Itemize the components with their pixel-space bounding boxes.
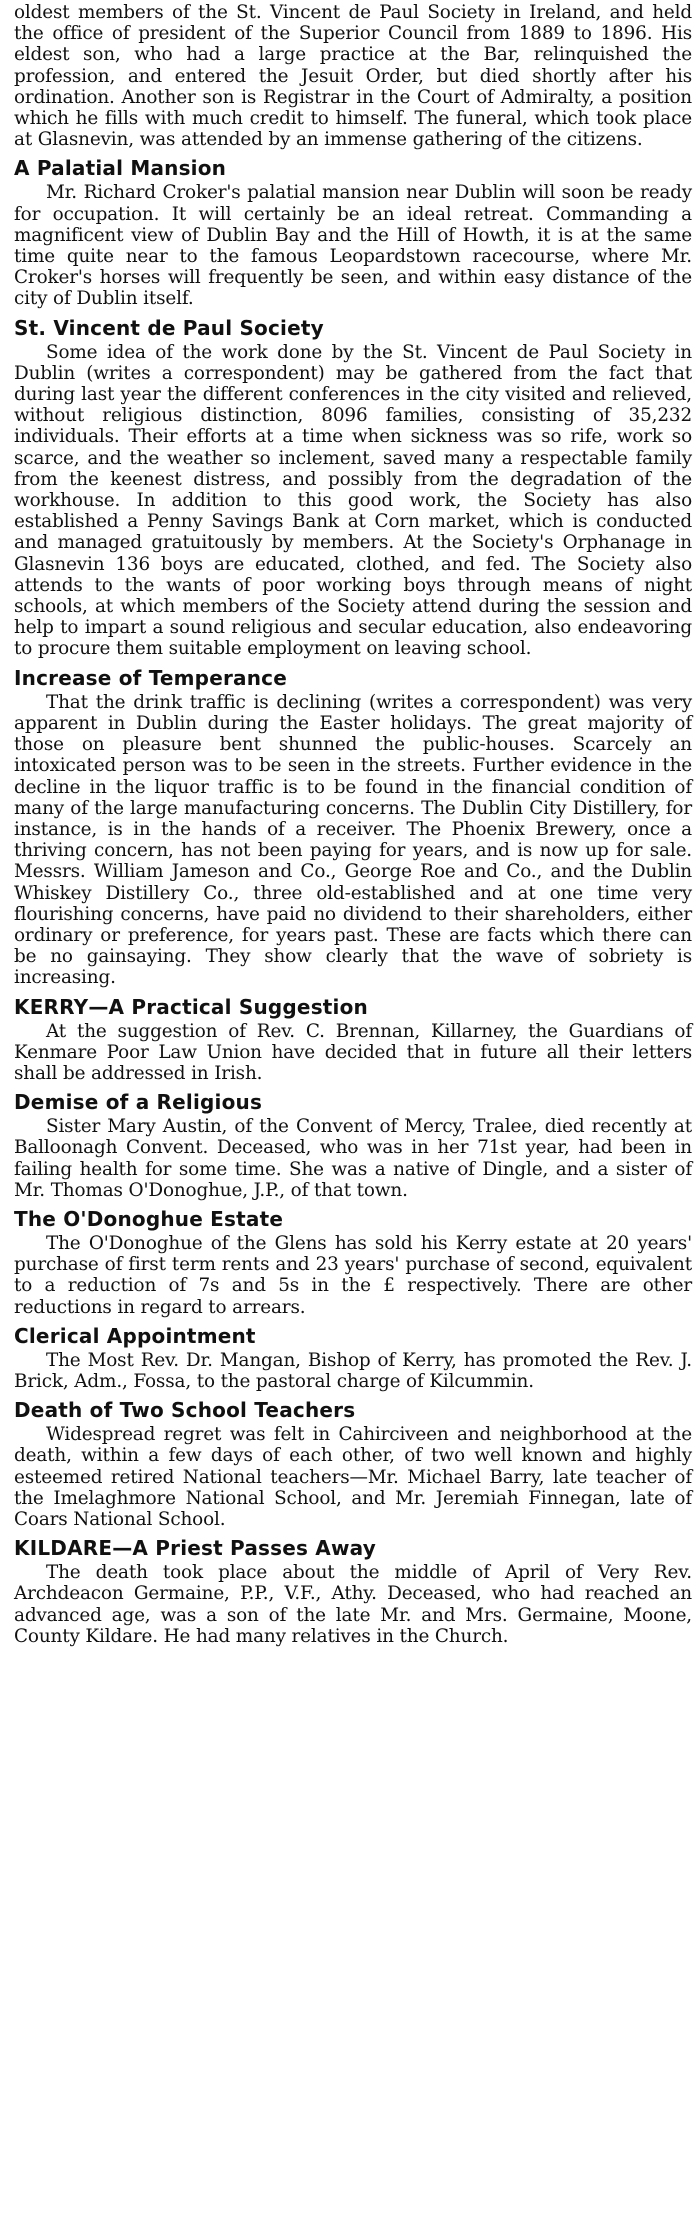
body-st-vincent-de-paul: Some idea of the work done by the St. Vincent de Paul Society in Dublin (writes a correspondent) may be gathered from the fact that during last year the different conferences in the city visited and relieved, without religious distinction, 8096 families, consisting of 35,232 individuals. Their efforts at a time when sickness was so rife, work so scarce, and the weather so inclement, saved many a respectable family from the keenest distress, and possibly from the degradation of the workhouse. In addition to this good work, the Society has also established a Penny Savings Bank at Corn market, which is conducted and managed gratuitously by members. At the Society's Orphanage in Glasnevin 136 boys are educated, clothed, and fed. The Society also attends to the wants of poor working boys through means of night schools, at which members of the Society attend during the session and help to impart a sound religious and secular education, also endeavoring to procure them suitable employment on leaving school. [14,341,692,660]
body-increase-of-temperance: That the drink traffic is declining (writes a correspondent) was very apparent in Dublin during the Easter holidays. The great majority of those on pleasure bent shunned the public-houses. Scarcely an intoxicated person was to be seen in the streets. Further evidence in the decline in the liquor traffic is to be found in the financial condition of many of the large manufacturing concerns. The Dublin City Distillery, for instance, is in the hands of a receiver. The Phoenix Brewery, once a thriving concern, has not been paying for years, and is now up for sale. Messrs. William Jameson and Co., George Roe and Co., and the Dublin Whiskey Distillery Co., three old-established and at one time very flourishing concerns, have paid no dividend to their shareholders, either ordinary or preference, for years past. These are facts which there can be no gainsaying. They show clearly that the wave of sobriety is increasing. [14,691,692,989]
headline-clerical-appointment: Clerical Appointment [14,1323,256,1348]
headline-palatial-mansion: A Palatial Mansion [14,156,227,181]
body-kerry-practical-suggestion: At the suggestion of Rev. C. Brennan, Killarney, the Guardians of Kenmare Poor Law Union have decided that in future all their letters shall be addressed in Irish. [14,1020,692,1084]
article-st-vincent-de-paul [14,317,692,660]
headline-death-of-two-school-teachers: Death of Two School Teachers [14,1398,356,1423]
article-demise-of-a-religious [14,1091,692,1201]
opening-paragraph: oldest members of the St. Vincent de Paul Society in Ireland, and held the office of president of the Superior Council from 1889 to 1896. His eldest son, who had a large practice at the Bar, relinquished the profession, and entered the Jesuit Order, but died shortly after his ordination. Another son is Registrar in the Court of Admiralty, a position which he fills with much credit to himself. The funeral, which took place at Glasnevin, was attended by an immense gathering of the citizens. [14,2,692,151]
headline-st-vincent-de-paul: St. Vincent de Paul Society [14,315,324,340]
headline-kildare-priest-passes-away: KILDARE—A Priest Passes Away [14,1536,376,1561]
article-kerry-practical-suggestion [14,996,692,1085]
body-palatial-mansion: Mr. Richard Croker's palatial mansion near Dublin will soon be ready for occupation. It will certainly be an ideal retreat. Commanding a magnificent view of Dublin Bay and the Hill of Howth, it is at the same time quite near to the famous Leopardstown racecourse, where Mr. Croker's horses will frequently be seen, and within easy distance of the city of Dublin itself. [14,182,692,310]
body-kildare-priest-passes-away: The death took place about the middle of April of Very Rev. Archdeacon Germaine, P.P., V.F., Athy. Deceased, who had reached an advanced age, was a son of the late Mr. and Mrs. Germaine, Moone, County Kildare. He had many relatives in the Church. [14,1562,692,1647]
headline-odonoghue-estate: The O'Donoghue Estate [14,1206,284,1231]
body-odonoghue-estate: The O'Donoghue of the Glens has sold his Kerry estate at 20 years' purchase of first term rents and 23 years' purchase of second, equivalent to a reduction of 7s and 5s in the £ respectively. There are other reductions in regard to arrears. [14,1232,692,1318]
article-increase-of-temperance [14,667,692,989]
headline-kerry-practical-suggestion: KERRY—A Practical Suggestion [14,994,368,1019]
headline-increase-of-temperance: Increase of Temperance [14,665,287,690]
article-odonoghue-estate [14,1208,692,1318]
headline-demise-of-a-religious: Demise of a Religious [14,1090,263,1115]
body-demise-of-a-religious: Sister Mary Austin, of the Convent of Mercy, Tralee, died recently at Balloonagh Convent. Deceased, who was in her 71st year, had been in failing health for some time. She was a native of Dingle, and a sister of Mr. Thomas O'Donoghue, J.P., of that town. [14,1116,692,1201]
article-palatial-mansion [14,157,692,309]
article-death-of-two-school-teachers [14,1399,692,1530]
body-death-of-two-school-teachers: Widespread regret was felt in Cahirciveen and neighborhood at the death, within a few days of each other, of two well known and highly esteemed retired National teachers—Mr. Michael Barry, late teacher of the Imelaghmore National School, and Mr. Jeremiah Finnegan, late of Coars National School. [14,1424,692,1530]
body-clerical-appointment: The Most Rev. Dr. Mangan, Bishop of Kerry, has promoted the Rev. J. Brick, Adm., Fossa, to the pastoral charge of Kilcummin. [14,1349,692,1392]
article-clerical-appointment [14,1325,692,1392]
article-kildare-priest-passes-away [14,1537,692,1647]
